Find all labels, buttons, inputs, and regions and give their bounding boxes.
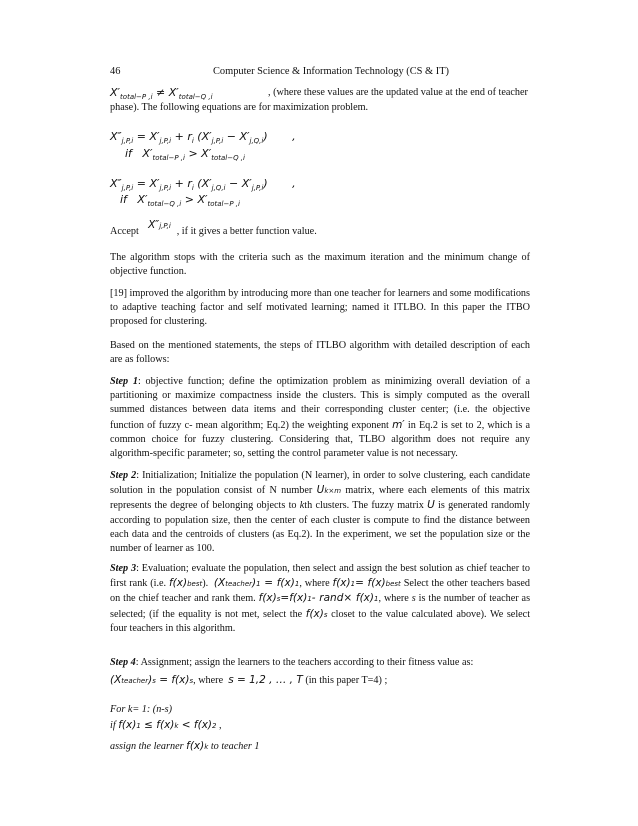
if-condition-line: if f(x)1 ≤ f(x)k < f(x)2 , (110, 719, 222, 731)
step4-paragraph (110, 656, 530, 670)
step3-text-e: closet to the value calculated above). We select four teachers in this algorithm. (110, 608, 531, 634)
step2-k: k (299, 500, 305, 512)
step3-text-a: : Evaluation; evaluate the population, then select and assign the best solution as chief teacher to first rank (i.e. (110, 563, 530, 590)
step4-text-a: : Assignment; assign the learners to the teachers according to their fitness value as: (135, 657, 474, 668)
teacher-1-formula: (Xteacher)1 = f(x)1 (213, 577, 300, 590)
step2-text-d: is generated randomly according to population size, then the center of each cluster is compute to find the distance between each data and the centroids of clusters (as Eq.2). In the experiment, we set the population size or the number of learner as 100. (110, 500, 531, 555)
s-range-formula: s = 1,2 , … , T (228, 674, 303, 686)
condition-2: if $X'_{total-Q ,i} > X'_{total-P ,i}$ (120, 193, 240, 209)
paragraph-stop: The algorithm stops with the criteria such as the maximum iteration and the minimum change of objective function. (110, 252, 530, 278)
line1-suffix: , (where these values are the updated value at the end of teacher (268, 87, 528, 98)
if-formula: f(x)1 ≤ f(x)k < f(x)2 (118, 719, 217, 731)
assign-text-a: assign the learner (110, 741, 184, 752)
fk-formula: f(x)k (186, 740, 209, 752)
journal-title: Computer Science & Information Technology (CS & IT) (213, 66, 449, 77)
for-loop-line: For k= 1: (n-s) (110, 704, 173, 715)
step4-name: Step 4 (110, 657, 136, 668)
accept-suffix: , if it gives a better function value. (176, 226, 317, 237)
step3-where: , where (299, 578, 330, 590)
step2-name: Step 2 (110, 470, 137, 481)
step1-paragraph (110, 375, 530, 461)
paragraph-based: Based on the mentioned statements, the steps of ITLBO algorithm with detailed description of each are as follows: (110, 340, 530, 366)
condition-1: if $X'_{total-P ,i} > X'_{total-Q ,i}$ (125, 147, 245, 163)
step2-text-c: th clusters. The fuzzy matrix (304, 500, 424, 512)
assign-line (110, 739, 530, 754)
step2-paragraph (110, 469, 530, 556)
step2-text-a: : Initialization; Initialize the population (N learner), in order to solve clustering, each candidate solution in the population consist of N number (110, 470, 531, 497)
page-number: 46 (110, 66, 121, 77)
m-prime-symbol: m′ (392, 418, 405, 431)
paragraph-19: [19] improved the algorithm by introducing more than one teacher for learners and some modifications to adaptive teaching factor and self motivated learning; named it ITLBO. In this paper the ITBO proposed for clustering. (110, 288, 530, 328)
step3-paragraph: Step 3: Evaluation; evaluate the population, then select and assign the best solution as chief teacher to first rank (i.e. f(x)best). (Xteacher)1 = f(x)1, where f(x)1= f(x)best Select the other teachers based on the chief teacher and rank them. f(x)s=f(x)1- rand× f(x)1, where s is the number of teacher as selected; (if the equality is not met, select the f(x)s closet to the value calculated above). We select four teachers in this algorithm. (110, 563, 531, 634)
step3-name: Step 3 (110, 563, 137, 574)
teacher-s-formula: (Xteacher)s = f(x)s (110, 674, 194, 686)
accept-formula: X″j,P,i (141, 219, 171, 231)
inequality-formula: $X'_{total-P ,i} \ne X'_{total-Q ,i}$ (110, 86, 213, 102)
step1-name: Step 1 (110, 376, 138, 387)
assign-text-b: to teacher 1 (210, 741, 260, 752)
step3-text-d: is the number of teacher as selected; (if the equality is not met, select the (110, 593, 531, 620)
step3-text-c: where (383, 593, 409, 605)
step1-text-a: : objective function; define the optimization problem as minimizing overall deviation of a partitioning or maximize compactness inside the clusters. This is simply computed as the overall summed distances between data items and their corresponding cluster center; (i.e. the objective function of fuzzy c- mean algorithm; Eq.2) the weighting exponent (110, 376, 530, 431)
f-best-formula: f(x)best (168, 577, 203, 590)
equation-2: $X''_{j,P,i} = X'_{j,P,i} + r_i$ $(X'_{j,Q,i} - X'_{j,P,i})$ , (110, 177, 296, 193)
step1-text-b: in Eq.2 is set to 2, which is a common choice for fuzzy clustering. Considering that, TLBO algorithm does not require any algorithm-specific parameter; so, setting the control parameter value is not necessary. (110, 419, 530, 460)
step4-where: where (198, 675, 224, 686)
u-symbol: U (427, 499, 435, 512)
step4-formula-line: (Xteacher)s = f(x)s, where s = 1,2 , … , T (in this paper T=4) ; (110, 674, 388, 686)
accept-prefix: Accept (110, 226, 139, 237)
u-matrix-symbol: Uk×m (316, 484, 342, 497)
f1-best-formula: f(x)1= f(x)best (332, 577, 401, 590)
step3-text-b: Select the other teachers based on the chief teacher and rank them. (110, 578, 531, 605)
step4-paper: (in this paper T=4) ; (305, 675, 388, 686)
fs-formula: f(x)s (305, 607, 328, 620)
if-keyword: if (110, 720, 116, 731)
accept-line (110, 219, 530, 239)
fs-rand-formula: f(x)s=f(x)1- rand× f(x)1 (258, 592, 379, 605)
step2-text-b: matrix, where each elements of this matrix represents the degree of belonging objects to (110, 485, 531, 512)
line2: phase). The following equations are for maximization problem. (110, 102, 369, 113)
equation-1: $X''_{j,P,i} = X'_{j,P,i} + r_i$ $(X'_{j,P,i} - X'_{j,Q,i})$ , (110, 130, 296, 146)
step3-s: s (411, 593, 416, 605)
